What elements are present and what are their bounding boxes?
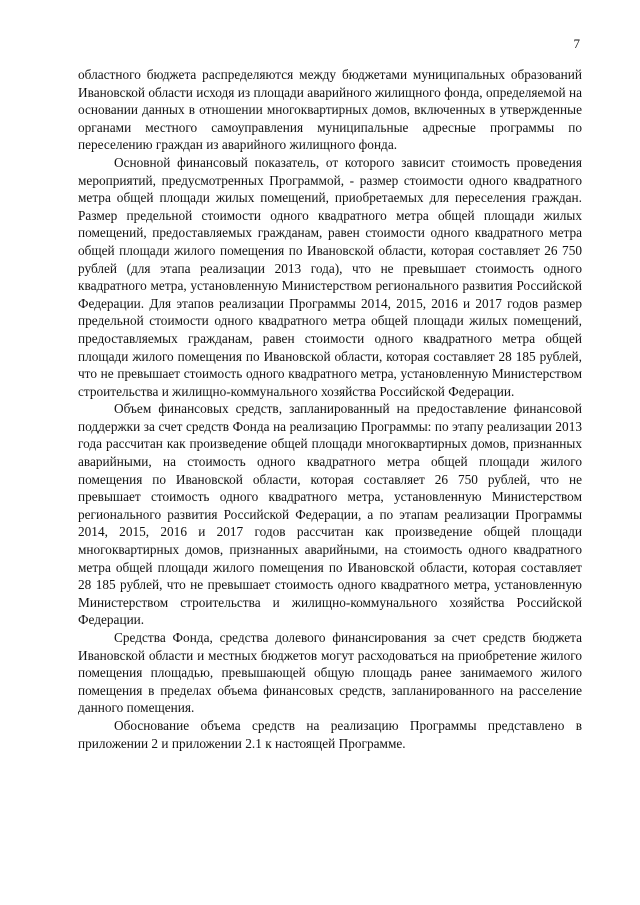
paragraph-4: Средства Фонда, средства долевого финансирования за счет средств бюджета Ивановской области и местных бюджетов могут расходоваться на приобретение жилого помещения площадью, превышающей общую площадь ранее занимаемого жилого помещения в пределах объема финансовых средств, запланированного на расселение данного помещения. — [78, 630, 582, 716]
paragraph-5: Обоснование объема средств на реализацию Программы представлено в приложении 2 и приложении 2.1 к настоящей Программе. — [78, 717, 582, 751]
page-number: 7 — [573, 36, 580, 51]
paragraph-1: областного бюджета распределяются между бюджетами муниципальных образований Ивановской области исходя из площади аварийного жилищного фонда, определяемой на основании данных в отношении многоквартирных домов, включенных в утвержденные органами местного самоуправления муниципальные адресные программы по переселению граждан из аварийного жилищного фонда. — [78, 67, 582, 153]
document-body — [78, 66, 582, 752]
paragraph-2: Основной финансовый показатель, от которого зависит стоимость проведения мероприятий, предусмотренных Программой, - размер стоимости одного квадратного метра общей площади жилых помещений, приобретаемых для переселения граждан. Размер предельной стоимости одного квадратного метра общей площади жилых помещений, предоставляемых гражданам, равен стоимости одного квадратного метра общей площади жилого помещения по Ивановской области, которая составляет 26 750 рублей (для этапа реализации 2013 года), что не превышает стоимость одного квадратного метра, установленную Министерством регионального развития Российской Федерации. Для этапов реализации Программы 2014, 2015, 2016 и 2017 годов размер предельной стоимости одного квадратного метра общей площади жилых помещений, предоставляемых гражданам, равен стоимости одного квадратного метра общей площади жилого помещения по Ивановской области, которая составляет 28 185 рублей, что не превышает стоимость одного квадратного метра, установленную Министерством строительства и жилищно-коммунального хозяйства Российской Федерации. — [78, 154, 582, 399]
paragraph-3: Объем финансовых средств, запланированный на предоставление финансовой поддержки за счет средств Фонда на реализацию Программы: по этапу реализации 2013 года рассчитан как произведение общей площади многоквартирных домов, признанных аварийными, на стоимость одного квадратного метра общей площади жилого помещения по Ивановской области, которая составляет 26 750 рублей, что не превышает стоимость одного квадратного метра, установленную Министерством регионального развития Российской Федерации, а по этапам реализации Программы 2014, 2015, 2016 и 2017 годов рассчитан как произведение общей площади многоквартирных домов, признанных аварийными, на стоимость одного квадратного метра общей площади жилого помещения по Ивановской области, которая составляет 28 185 рублей, что не превышает стоимость одного квадратного метра, установленную Министерством строительства и жилищно-коммунального хозяйства Российской Федерации. — [78, 401, 582, 628]
